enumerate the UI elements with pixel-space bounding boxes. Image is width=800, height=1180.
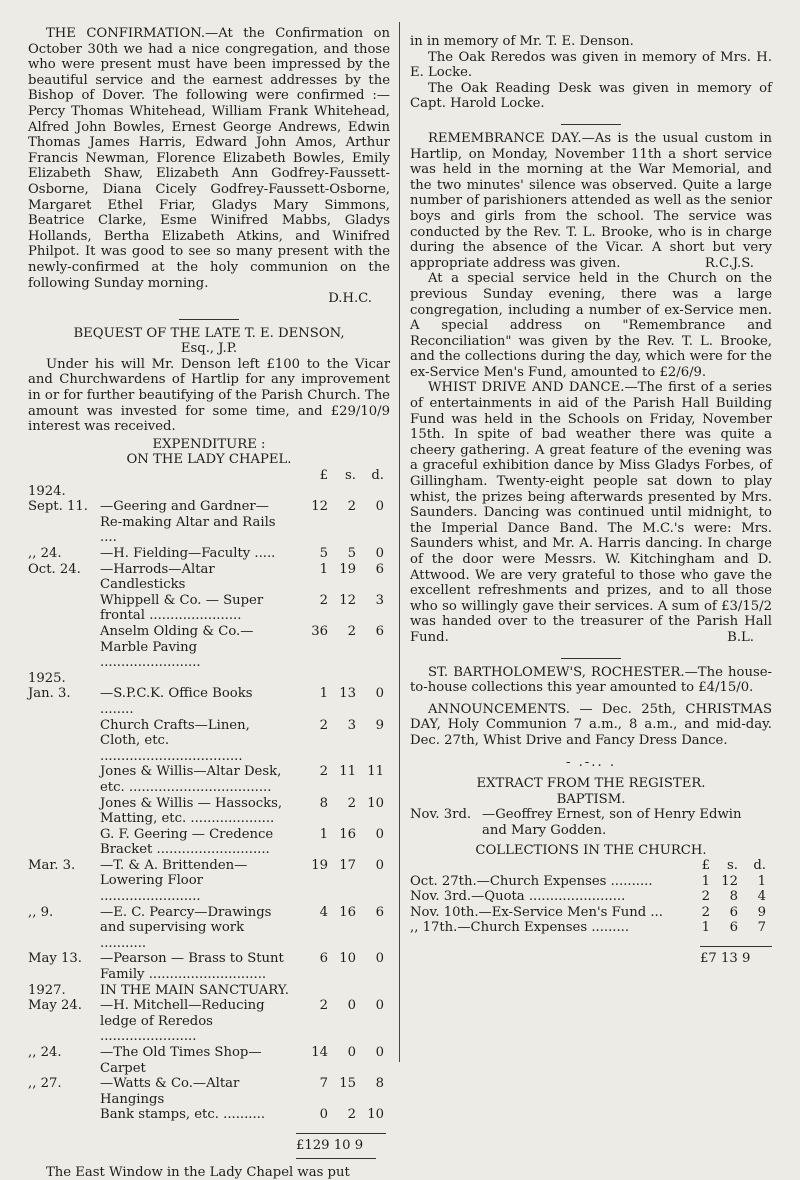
row-description: —Harrods—Altar Candlesticks [100,561,215,593]
row-date [28,1107,100,1123]
row-description: Church Crafts—Linen, Cloth, etc. .................................. [100,717,250,764]
row-description: Jones & Willis — Hassocks, Matting, etc. .................... [100,795,283,827]
expenditure-row [28,671,390,687]
row-date [28,827,100,858]
whist-drive-paragraph: WHIST DRIVE AND DANCE.—The first of a series of entertainments in aid of the Parish Hall Building Fund was held in the Schools on Friday, November 15th. In spite of bad weather there was quite a cheery gathering. A great feature of the evening was a graceful exhibition dance by Miss Gladys Forbes, of Gillingham. Twenty-eight people sat down to play whist, the prizes being afterwards presented by Mrs. Saunders. Dancing was continued until midnight, to the Imperial Dance Band. The M.C.'s were: Mrs. Saunders whist, and Mr. A. Harris dancing. In charge of the door were Messrs. W. Kitchingham and D. Attwood. We are very grateful to those who gave the excellent refreshments and prizes, and to all those who so willingly gave their services. A sum of £3/15/2 was handed over to the treasurer of the Parish Hall Fund. [410,380,772,645]
row-description: Jones & Willis—Altar Desk, etc. .................................. [100,764,282,795]
shillings-value: 13 [339,686,356,702]
pounds-header: £ [319,468,328,484]
total-rule [296,1133,386,1134]
collections-table [410,858,772,967]
pence-value: 4 [757,889,766,905]
expenditure-row [28,858,390,905]
row-date: 1925. [28,670,66,686]
pence-value: 0 [375,951,384,967]
pounds-value: 7 [319,1076,328,1092]
row-description: —Pearson — Brass to Stunt Family ............................ [100,951,284,983]
row-amount [294,827,390,858]
pence-value: 9 [375,717,384,733]
row-amount [294,593,390,624]
expenditure-row [28,546,390,562]
row-description: Anselm Olding & Co.—Marble Paving ........................ [100,623,254,671]
baptism-date: Nov. 3rd. [410,807,472,823]
baptism-text: —Geoffrey Ernest, son of Henry Edwin and Mary Godden. [482,807,742,838]
shillings-value: 12 [721,873,738,889]
row-amount [294,951,390,982]
shillings-value [328,671,356,687]
row-description: —Geering and Gardner—Re-making Altar and Rails .... [100,499,276,546]
pounds-value: 2 [701,889,710,905]
row-amount [294,686,390,717]
bequest-subheading: Esq., J.P. [180,341,238,357]
total-underline [296,1158,376,1159]
shillings-value: 17 [339,857,356,873]
row-amount [294,796,390,827]
row-description: Whippell & Co. — Super frontal ...................... [100,592,264,624]
expenditure-subheading: ON THE LADY CHAPEL. [126,452,292,468]
shillings-value: 11 [339,764,356,780]
row-description: Nov. 10th.—Ex-Service Men's Fund ... [410,904,663,920]
row-amount [294,1076,390,1107]
memory-reading-desk: The Oak Reading Desk was given in memory of Capt. Harold Locke. [410,80,772,112]
remembrance-signature: R.C.J.S. [704,255,754,271]
shillings-value [328,484,356,500]
shillings-value: 10 [339,951,356,967]
expenditure-row [28,686,390,717]
row-description: Oct. 27th.—Church Expenses .......... [410,873,653,889]
row-amount [294,1045,390,1076]
expenditure-row [28,951,390,982]
row-amount [676,889,772,905]
pence-value: 10 [367,1107,384,1123]
shillings-value: 16 [339,826,356,842]
row-amount [294,998,390,1045]
left-column [28,26,390,1180]
expenditure-row [28,499,390,546]
row-date: ,, 24. [28,546,62,561]
section-rule [561,124,621,125]
shillings-value: 2 [347,1107,356,1123]
row-amount [294,764,390,795]
collections-header-row [410,858,772,874]
baptism-heading: BAPTISM. [556,791,626,807]
memory-denson: in in memory of Mr. T. E. Denson. [410,34,634,49]
rochester-paragraph: ST. BARTHOLOMEW'S, ROCHESTER.—The house-to-house collections this year amounted to £4/15/0. [410,664,772,696]
bequest-paragraph: Under his will Mr. Denson left £100 to the Vicar and Churchwardens of Hartlip for any improvement in or for further beautifying of the Parish Church. The amount was invested for some time, and £29/10/9 interest was received. [28,356,390,435]
row-date: May 24. [28,998,82,1014]
collections-total: £7 13 9 [700,951,751,967]
confirmation-signature: D.H.C. [328,291,372,307]
row-description [100,671,294,687]
expenditure-row [28,718,390,765]
row-date: ,, 27. [28,1076,62,1092]
row-description: G. F. Geering — Credence Bracket ........................... [100,826,274,858]
pence-value: 10 [367,795,384,811]
row-description: IN THE MAIN SANCTUARY. [100,982,289,998]
pounds-value: 1 [319,561,328,577]
pounds-value: 1 [701,920,710,936]
row-date: ,, 24. [28,1045,62,1060]
pounds-value: 36 [311,623,328,639]
shillings-value: 6 [729,904,738,920]
row-amount [676,920,772,936]
pence-value: 0 [375,826,384,842]
expenditure-row [28,1076,390,1107]
row-date: Oct. 24. [28,561,81,577]
row-description [100,484,294,500]
row-amount [676,874,772,890]
expenditure-total: £129 10 9 [296,1137,364,1153]
expenditure-row [28,484,390,500]
pence-header: d. [753,858,766,874]
section-rule [179,319,239,320]
pounds-value: 4 [319,904,328,920]
expenditure-row [28,764,390,795]
row-description: ,, 17th.—Church Expenses ......... [410,920,630,936]
expenditure-row [28,827,390,858]
section-rule [561,658,621,659]
row-date: ,, 9. [28,904,54,920]
row-description: —S.P.C.K. Office Books ........ [100,686,253,717]
right-column [410,34,772,967]
row-amount [294,671,390,687]
row-amount [294,1107,390,1123]
row-date [28,718,100,765]
pounds-value: 2 [319,764,328,780]
shillings-value: 0 [347,1045,356,1060]
row-description: —H. Mitchell—Reducing ledge of Reredos ....................... [100,998,265,1045]
memory-reredos: The Oak Reredos was given in memory of Mrs. H. E. Locke. [410,49,772,81]
collection-row [410,920,772,936]
row-description: Bank stamps, etc. .......... [100,1107,266,1123]
pence-value: 0 [375,998,384,1014]
pounds-value [294,671,328,687]
confirmation-paragraph: THE CONFIRMATION.—At the Confirmation on October 30th we had a nice congregation, and those who were present must have been impressed by the beautiful service and the earnest addresses by the Bishop of Dover. The following were confirmed :—Percy Thomas Whitehead, William Frank Whitehead, Alfred John Bowles, Ernest George Andrews, Edwin Thomas James Harris, Edward John Amos, Arthur Francis Newman, Florence Elizabeth Bowles, Emily Elizabeth Shaw, Elizabeth Ann Godfrey-Faussett-Osborne, Diana Cicely Godfrey-Faussett-Osborne, Margaret Ethel Friar, Gladys Mary Simmons, Beatrice Clarke, Esme Winifred Mabbs, Gladys Hollands, Bertha Elizabeth Atkins, and Winifred Philpot. It was good to see so many present with the newly-confirmed at the holy communion on the following Sunday morning. [28,26,390,291]
pounds-value: 2 [319,998,328,1014]
shillings-value: 2 [347,499,356,515]
row-amount [676,905,772,921]
pence-header: d. [371,468,384,484]
pence-value: 0 [375,686,384,702]
pounds-value: 1 [319,826,328,842]
row-date: May 13. [28,951,82,967]
shillings-value [328,983,356,999]
row-date: 1927. [28,982,66,998]
pounds-value: 0 [319,1107,328,1123]
row-amount [294,499,390,546]
shillings-value: 19 [339,561,356,577]
collections-rows [410,874,772,936]
shillings-value: 15 [339,1076,356,1092]
row-date [28,624,100,671]
pounds-value: 5 [319,546,328,561]
row-description: —T. & A. Brittenden—Lowering Floor ........................ [100,857,248,905]
row-date: 1924. [28,483,66,499]
pence-value: 0 [375,857,384,873]
shillings-header: s. [727,858,738,874]
row-date [28,593,100,624]
pence-value: 6 [375,623,384,639]
shillings-value: 2 [347,623,356,639]
pence-value: 0 [375,1045,384,1060]
row-date: Sept. 11. [28,499,88,515]
expenditure-row [28,1045,390,1076]
row-amount [294,718,390,765]
row-description: —E. C. Pearcy—Drawings and supervising work ........... [100,904,272,951]
shillings-value: 0 [347,998,356,1014]
expenditure-row [28,796,390,827]
announcements-paragraph: ANNOUNCEMENTS. — Dec. 25th, CHRISTMAS DAY, Holy Communion 7 a.m., 8 a.m., and mid-day. Dec. 27th, Whist Drive and Fancy Dress Dance. [410,701,772,748]
expenditure-row [28,624,390,671]
expenditure-row [28,1107,390,1123]
expenditure-row [28,593,390,624]
column-divider [399,22,400,1062]
pence-value: 8 [375,1076,384,1092]
special-service-paragraph: At a special service held in the Church on the previous Sunday evening, there was a large congregation, including a number of ex-Service men. A special address on "Remembrance and Reconciliation" was given by the Rev. T. L. Brooke, and the collections during the day, which were for the ex-Service Men's Fund, amounted to £2/6/9. [410,271,772,380]
pounds-value: 2 [701,904,710,920]
collections-heading: COLLECTIONS IN THE CHURCH. [475,842,707,858]
expenditure-rows [28,484,390,1123]
row-amount [294,624,390,671]
row-date: Jan. 3. [28,686,71,702]
row-description: Nov. 3rd.—Quota ....................... [410,889,626,905]
row-date: Mar. 3. [28,857,76,873]
pence-value: 6 [375,904,384,920]
bequest-heading: BEQUEST OF THE LATE T. E. DENSON, [73,325,345,341]
pounds-value [294,983,328,999]
pounds-value: 1 [319,686,328,702]
pounds-value: 14 [311,1045,328,1060]
row-amount [294,983,390,999]
pounds-value: 12 [311,499,328,515]
pounds-value: 8 [319,795,328,811]
row-amount [294,562,390,593]
shillings-value: 16 [339,904,356,920]
pence-value: 0 [375,546,384,561]
expenditure-row [28,983,390,999]
pence-value [356,671,384,687]
pence-value: 3 [375,592,384,608]
row-amount [294,484,390,500]
collection-row [410,889,772,905]
expenditure-row [28,905,390,952]
row-description: —Watts & Co.—Altar Hangings [100,1076,240,1107]
remembrance-paragraph: REMEMBRANCE DAY.—As is the usual custom in Hartlip, on Monday, November 11th a short service was held in the morning at the War Memorial, and the two minutes' silence was observed. Quite a large number of parishioners attended as well as the senior boys and girls from the school. The service was conducted by the Rev. T. L. Brooke, who is in charge during the absence of the Vicar. A short but very appropriate address was given. [410,130,772,271]
pence-value: 9 [757,904,766,920]
shillings-value: 12 [339,592,356,608]
pounds-value: 1 [701,873,710,889]
expenditure-table [28,468,390,1159]
expenditure-header-row [28,468,390,484]
expenditure-heading: EXPENDITURE : [152,436,266,452]
register-heading: EXTRACT FROM THE REGISTER. [476,776,706,792]
pounds-value [294,484,328,500]
expenditure-row [28,562,390,593]
pence-value: 11 [367,764,384,780]
row-description: —H. Fielding—Faculty ..... [100,546,276,561]
baptism-entry [410,807,772,838]
east-window-text: The East Window in the Lady Chapel was put [46,1164,350,1180]
pounds-value: 2 [319,592,328,608]
pounds-value: 2 [319,717,328,733]
pounds-value: 6 [319,951,328,967]
ornament-divider: - .-.. . [565,754,617,770]
pounds-header: £ [701,858,710,874]
pence-value: 6 [375,561,384,577]
shillings-value: 5 [347,546,356,561]
expenditure-row [28,998,390,1045]
shillings-header: s. [345,468,356,484]
row-amount [294,546,390,562]
shillings-value: 8 [729,889,738,905]
shillings-value: 3 [347,717,356,733]
whist-signature: B.L. [727,629,754,645]
row-description: —The Old Times Shop—Carpet [100,1045,262,1076]
pence-value: 1 [757,873,766,889]
row-date [28,796,100,827]
collection-row [410,874,772,890]
pence-value [356,983,384,999]
collections-total-rule [700,946,772,947]
pence-value: 0 [375,499,384,515]
pounds-value: 19 [311,857,328,873]
pence-value [356,484,384,500]
row-amount [294,858,390,905]
pence-value: 7 [757,920,766,936]
shillings-value: 2 [347,795,356,811]
shillings-value: 6 [729,920,738,936]
row-date [28,764,100,795]
row-amount [294,905,390,952]
collection-row [410,905,772,921]
